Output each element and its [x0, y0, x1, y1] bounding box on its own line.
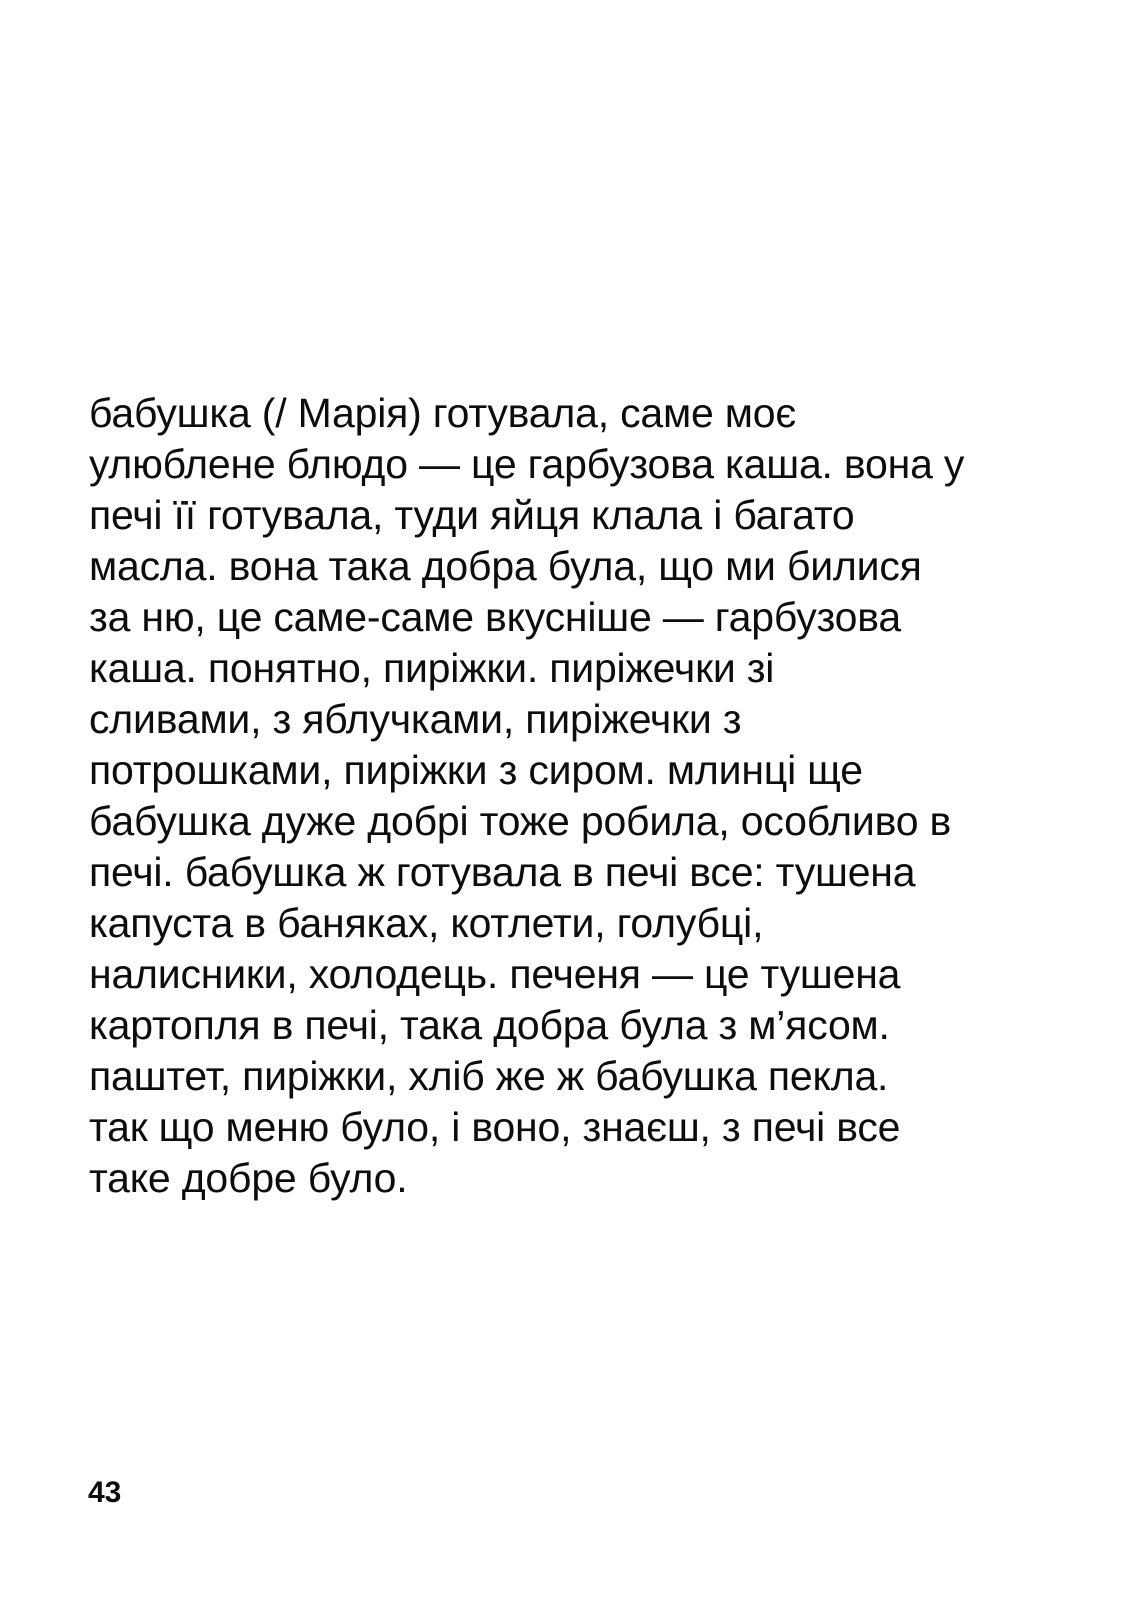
- text-line: так що меню було, і воно, знаєш, з печі все: [89, 1104, 901, 1150]
- body-paragraph: [89, 388, 1089, 1204]
- text-line: печі її готувала, туди яйця клала і багато: [89, 492, 855, 538]
- text-line: масла. вона така добра була, що ми билися: [89, 543, 922, 589]
- text-line: потрошками, пиріжки з сиром. млинці ще: [89, 747, 863, 793]
- text-line: налисники, холодець. печеня — це тушена: [89, 951, 901, 997]
- text-line: улюблене блюдо — це гарбузова каша. вона у: [89, 441, 965, 487]
- text-line: паштет, пиріжки, хліб же ж бабушка пекла.: [89, 1053, 889, 1099]
- text-line: бабушка дуже добрі тоже робила, особливо в: [89, 798, 952, 844]
- text-line: сливами, з яблучками, пиріжечки з: [89, 696, 742, 742]
- text-line: за ню, це саме-саме вкусніше — гарбузова: [89, 594, 901, 640]
- page-number: 43: [88, 1476, 122, 1509]
- text-line: бабушка (/ Марія) готувала, саме моє: [89, 390, 797, 436]
- text-line: картопля в печі, така добра була з м’ясом.: [89, 1002, 890, 1048]
- text-line: капуста в баняках, котлети, голубці,: [89, 900, 764, 946]
- text-line: печі. бабушка ж готувала в печі все: тушена: [89, 849, 916, 895]
- text-line: каша. понятно, пиріжки. пиріжечки зі: [89, 645, 775, 691]
- text-line: таке добре було.: [89, 1155, 408, 1201]
